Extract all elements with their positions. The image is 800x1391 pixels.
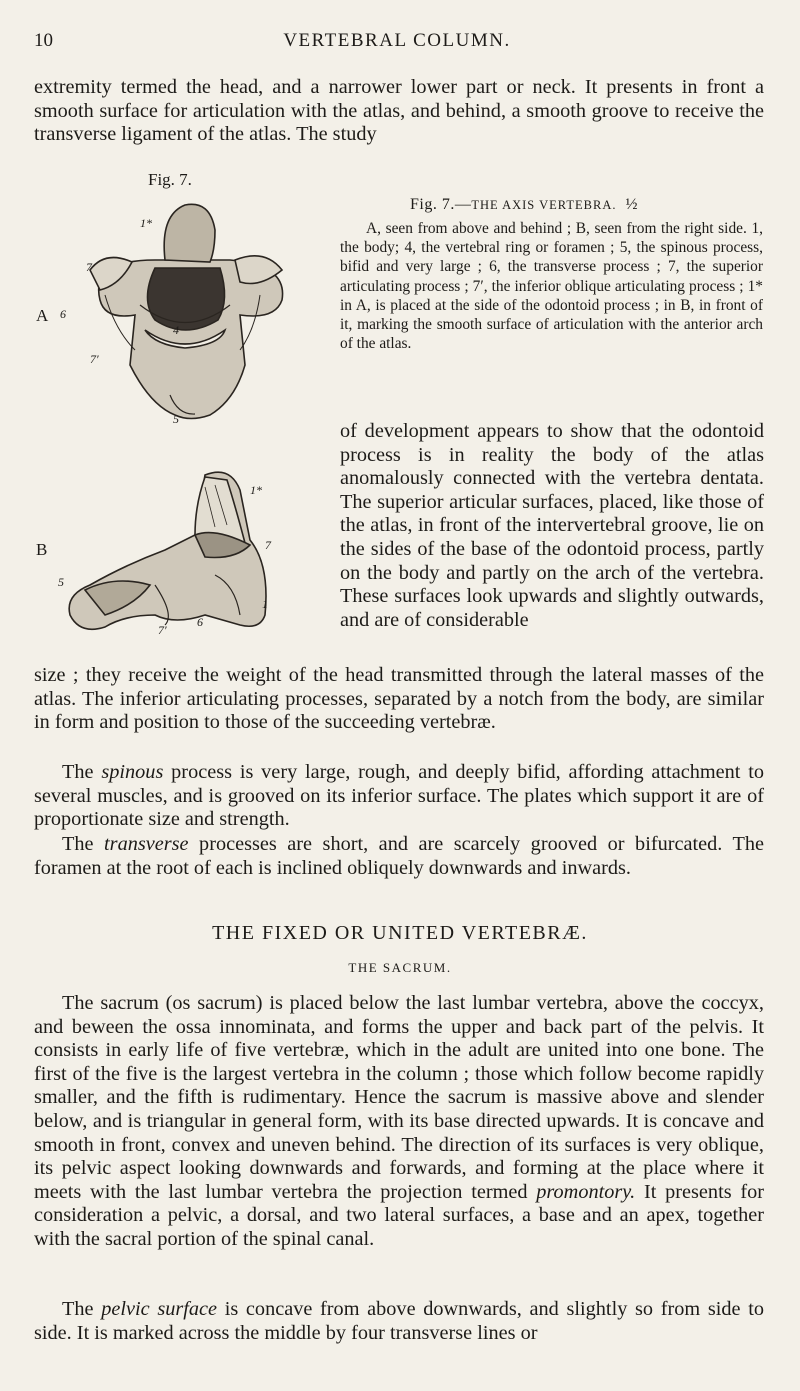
continuation-paragraph-text: size ; they receive the weight of the head transmitted through the lateral masses of the atlas. The inferior articulating processes, separated by a notch from the body, are similar in form and position to those of the succeeding vertebræ. bbox=[34, 664, 764, 734]
wrap-paragraph-text: of development appears to show that the odontoid process is in reality the body of the atlas anomalously connected with the vertebra dentata. The superior articular surfaces, placed, like those of the atlas, in front of the intervertebral groove, lie on the sides of the base of the odontoid process, partly on the body and partly on the arch of the vertebra. These surfaces look upwards and slightly outwards, and are of considerable bbox=[340, 420, 764, 631]
continuation-paragraph bbox=[34, 664, 764, 735]
pelvic-after: is concave from above downwards, and slightly so from side to side. It is marked across the middle by four transverse lines or bbox=[34, 1298, 764, 1344]
page-header bbox=[34, 30, 760, 58]
label-a-6: 6 bbox=[60, 307, 66, 321]
intro-paragraph-text: extremity termed the head, and a narrower lower part or neck. It presents in front a smooth surface for articulation with the atlas, and behind, a smooth groove to receive the transverse ligament of the atlas. The study bbox=[34, 76, 764, 146]
transverse-term: transverse bbox=[104, 833, 189, 855]
label-b-5: 5 bbox=[58, 575, 64, 589]
label-b-6: 6 bbox=[197, 615, 203, 629]
view-a-letter: A bbox=[36, 306, 49, 325]
pelvic-term: pelvic surface bbox=[101, 1298, 218, 1320]
sacrum-after: It presents for consideration a pelvic, a dorsal, and two lateral surfaces, a base and an apex, together with the sacral portion of the spinal canal. bbox=[34, 1180, 764, 1250]
pelvic-surface-paragraph bbox=[34, 1298, 764, 1345]
spinous-before: The bbox=[62, 761, 102, 783]
axis-vertebra-view-b bbox=[55, 465, 295, 645]
label-b-7prime: 7′ bbox=[158, 623, 167, 637]
wrap-paragraph bbox=[340, 420, 764, 632]
sacrum-paragraph bbox=[34, 992, 764, 1252]
figure-caption-title bbox=[410, 196, 638, 214]
spinous-paragraph bbox=[34, 761, 764, 832]
label-a-5: 5 bbox=[173, 412, 179, 426]
vertebra-view-a-drawing bbox=[60, 190, 300, 430]
running-head: VERTEBRAL COLUMN. bbox=[283, 30, 511, 51]
transverse-paragraph bbox=[34, 833, 764, 880]
page-number: 10 bbox=[34, 30, 53, 51]
caption-prefix: Fig. 7.— bbox=[410, 196, 472, 213]
transverse-before: The bbox=[62, 833, 105, 855]
label-b-7: 7 bbox=[265, 538, 271, 552]
axis-vertebra-view-a bbox=[60, 190, 300, 430]
figure-caption-body bbox=[340, 219, 763, 353]
spinous-term: spinous bbox=[101, 761, 164, 783]
sacrum-term: promontory. bbox=[536, 1180, 636, 1203]
label-a-1star: 1* bbox=[140, 216, 152, 230]
spinous-after: process is very large, rough, and deeply bifid, affording attachment to several muscles, and is grooved on its inferior surface. The plates which support it are of proportionate size and strength. bbox=[34, 761, 764, 831]
transverse-after: processes are short, and are scarcely grooved or bifurcated. The foramen at the root of each is inclined obliquely downwards and inwards. bbox=[34, 833, 764, 879]
view-b-letter: B bbox=[36, 540, 48, 559]
label-b-1star: 1* bbox=[250, 483, 262, 497]
caption-scale: ½ bbox=[625, 196, 638, 213]
intro-paragraph bbox=[34, 76, 764, 147]
section-title: THE FIXED OR UNITED VERTEBRÆ. bbox=[212, 922, 588, 944]
pelvic-before: The bbox=[62, 1298, 102, 1320]
label-a-4: 4 bbox=[173, 323, 179, 337]
caption-body-text: A, seen from above and behind ; B, seen from the right side. 1, the body; 4, the vertebral ring or foramen ; 5, the spinous process, bifid and very large ; 6, the transverse process ; 7, the superior articulating process ; 7′, the inferior oblique articulating process ; 1* in A, is placed at the side of the odontoid process ; in B, in front of it, marking the smooth surface of articulation with the anterior arch of the atlas. bbox=[340, 220, 763, 353]
figure-label: Fig. 7. bbox=[148, 170, 192, 189]
sacrum-before: The sacrum (os sacrum) is placed below the last lumbar vertebra, above the coccyx, and beween the ossa innominata, and forms the upper and back part of the pelvis. It consists in early life of five vertebræ, which in the adult are united into one bone. The first of the five is the largest vertebra in the column ; those which follow become rapidly smaller, and the fifth is rudimentary. Hence the sacrum is massive above and slender below, and is triangular in general form, with its base directed upwards. It is concave and smooth in front, convex and uneven behind. The direction of its surfaces is very oblique, its pelvic aspect looking downwards and forwards, and forming at the place where it meets with the last lumbar vertebra the projection termed bbox=[34, 992, 764, 1203]
caption-title-text: THE AXIS VERTEBRA. bbox=[471, 198, 617, 212]
label-a-7prime: 7′ bbox=[90, 352, 99, 366]
label-b-1: 1 bbox=[262, 597, 268, 611]
label-a-7: 7 bbox=[86, 260, 92, 274]
subsection-title: THE SACRUM. bbox=[348, 960, 452, 975]
